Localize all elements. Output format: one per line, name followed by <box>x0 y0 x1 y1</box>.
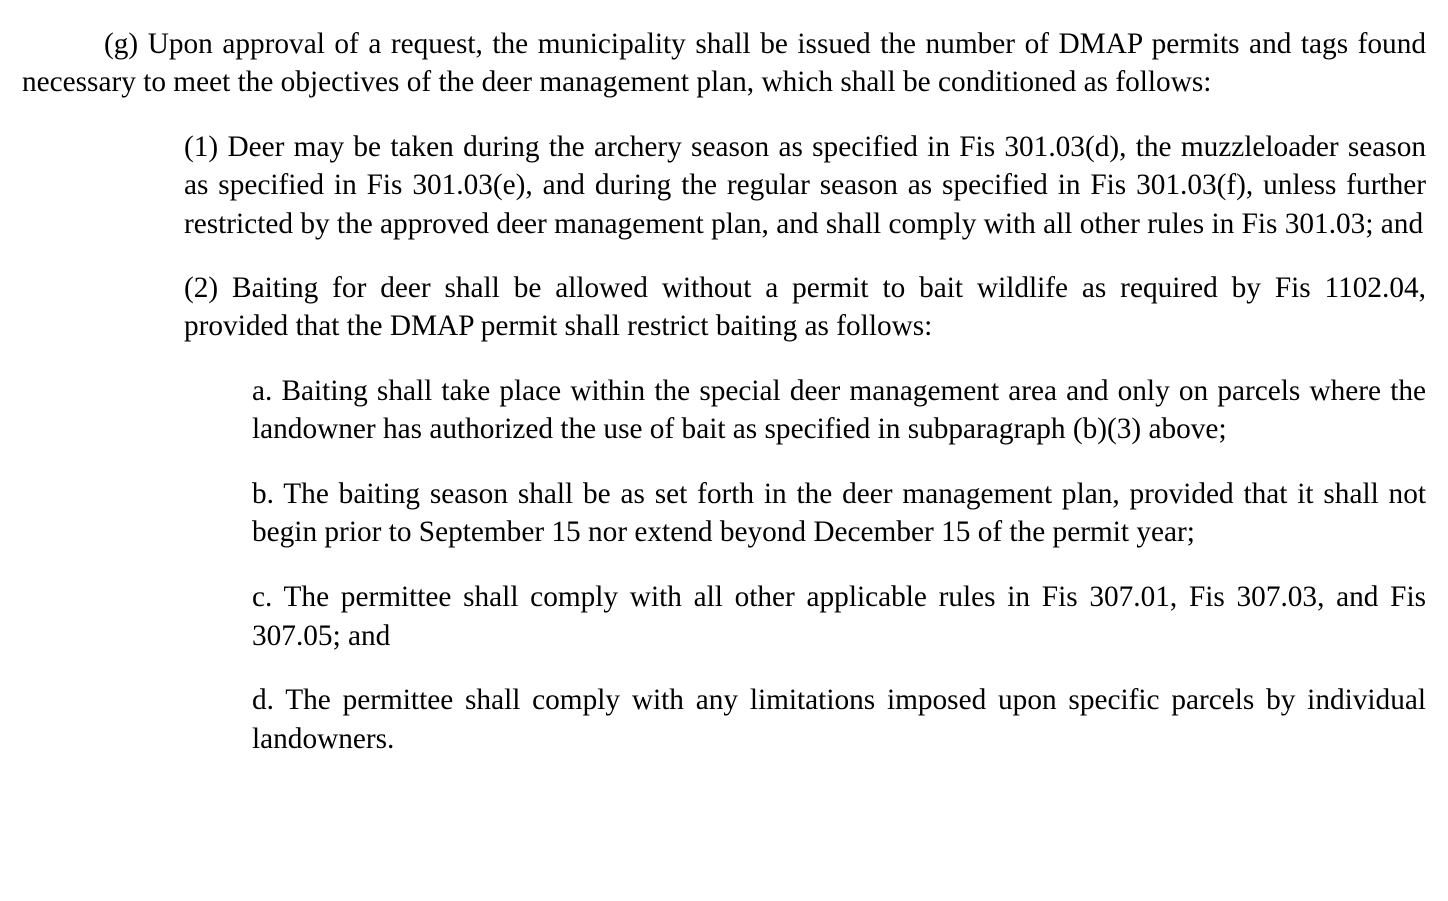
list-item-d: d. The permittee shall comply with any limitations imposed upon specific parcels by individual landowners. <box>252 684 1426 755</box>
paragraph-g: (g) Upon approval of a request, the municipality shall be issued the number of DMAP permits and tags found necessary to meet the objectives of the deer management plan, which shall be conditioned as follows: <box>22 28 1426 99</box>
subparagraph-1: (1) Deer may be taken during the archery season as specified in Fis 301.03(d), the muzzleloader season as specified in Fis 301.03(e), and during the regular season as specified in Fis 301.03(f), unless further restricted by the approved deer management plan, and shall comply with all other rules in Fis 301.03; and <box>184 130 1426 240</box>
list-item-a: a. Baiting shall take place within the special deer management area and only on parcels where the landowner has authorized the use of bait as specified in subparagraph (b)(3) above; <box>252 374 1426 446</box>
document-body <box>22 25 1426 758</box>
subparagraph-2: (2) Baiting for deer shall be allowed without a permit to bait wildlife as required by Fis 1102.04, provided that the DMAP permit shall restrict baiting as follows: <box>184 272 1426 343</box>
list-item-c: c. The permittee shall comply with all other applicable rules in Fis 307.01, Fis 307.03, and Fis 307.05; and <box>252 581 1426 652</box>
list-item-b: b. The baiting season shall be as set forth in the deer management plan, provided that it shall not begin prior to September 15 nor extend beyond December 15 of the permit year; <box>252 477 1426 549</box>
